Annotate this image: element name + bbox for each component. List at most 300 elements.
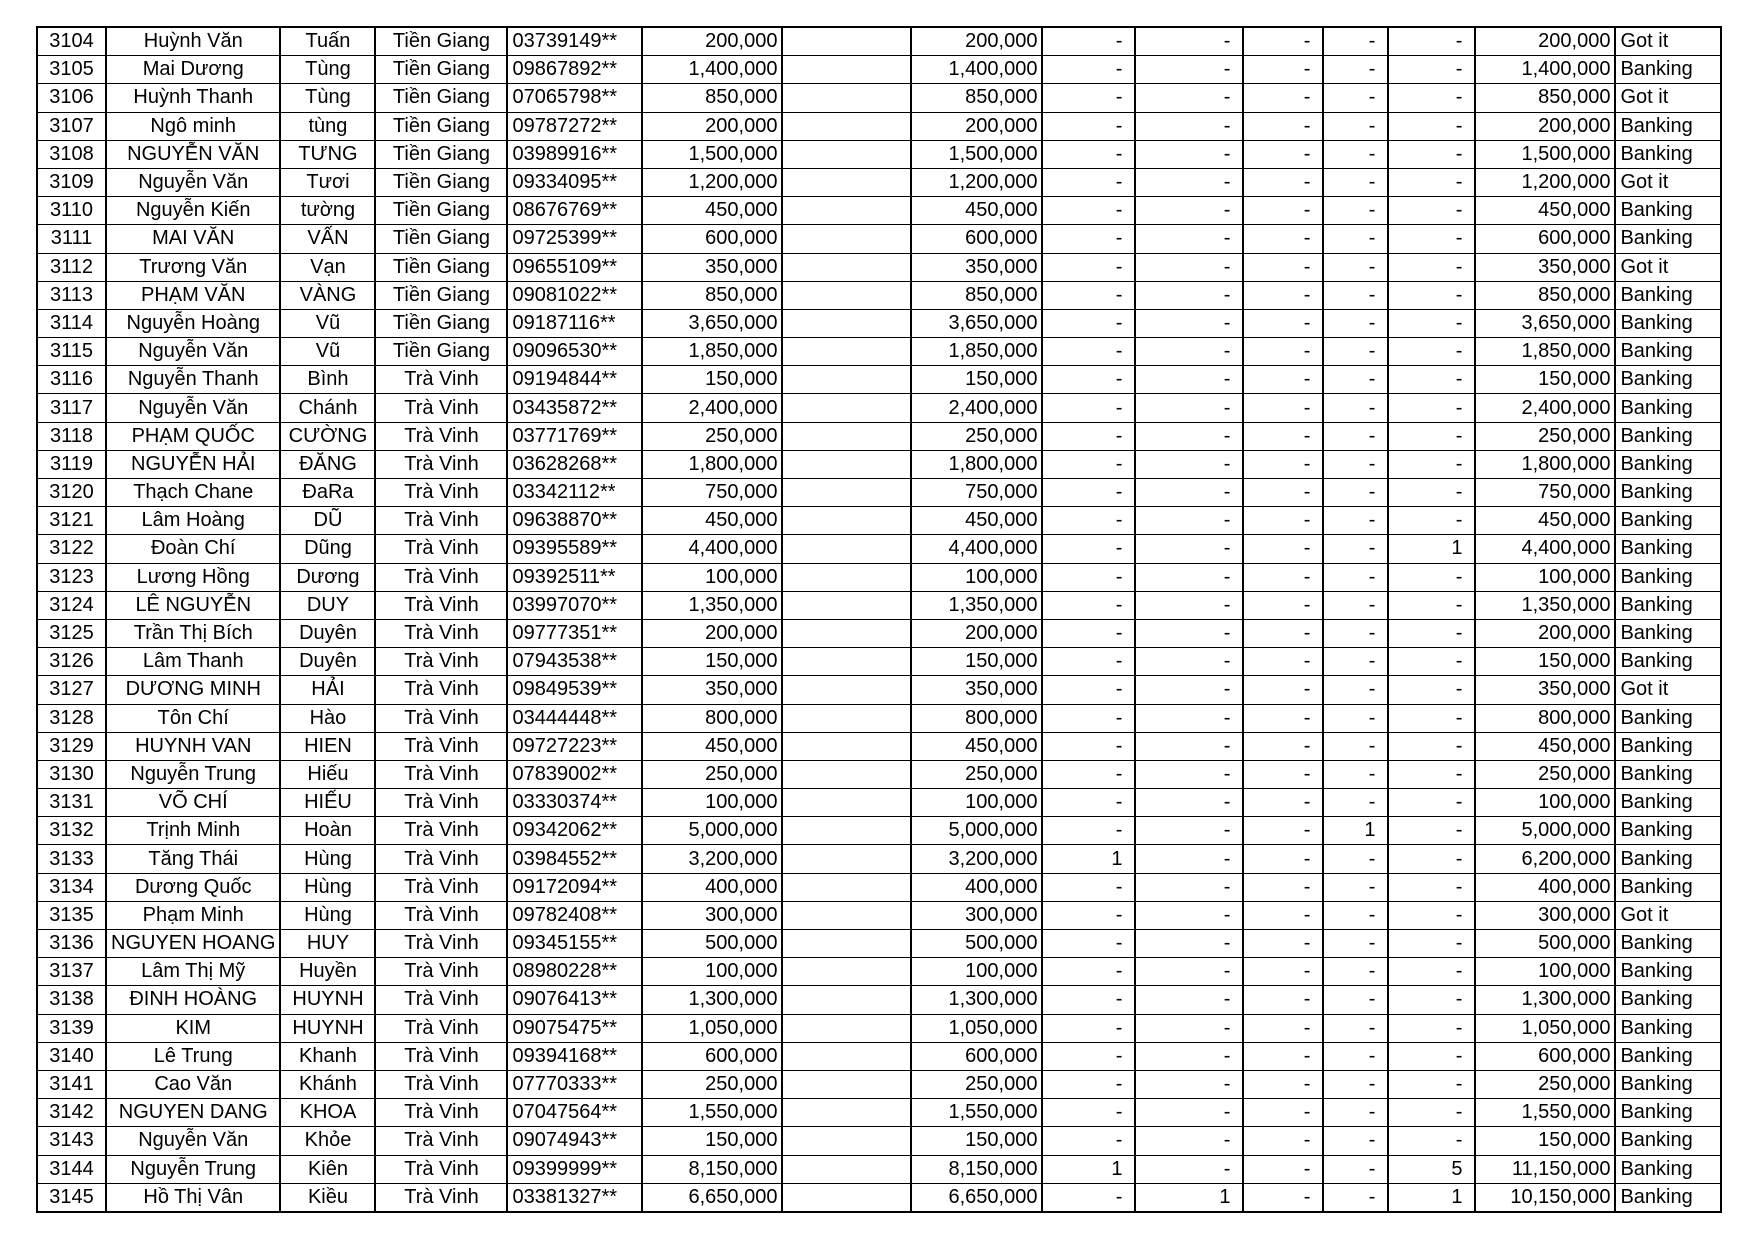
cell-flag-3: -: [1243, 732, 1323, 760]
cell-province: Trà Vinh: [375, 450, 507, 478]
cell-index: 3109: [37, 168, 106, 196]
cell-phone: 08980228**: [507, 958, 642, 986]
cell-amount-2: 1,200,000: [911, 168, 1042, 196]
cell-method: Banking: [1615, 817, 1721, 845]
cell-total: 450,000: [1475, 732, 1615, 760]
cell-total: 200,000: [1475, 619, 1615, 647]
cell-index: 3124: [37, 591, 106, 619]
cell-amount-2: 250,000: [911, 422, 1042, 450]
cell-flag-3: -: [1243, 1155, 1323, 1183]
cell-blank: [782, 84, 911, 112]
cell-surname: VÕ CHÍ: [106, 789, 280, 817]
cell-province: Trà Vinh: [375, 1155, 507, 1183]
cell-flag-4: -: [1323, 930, 1388, 958]
cell-blank: [782, 535, 911, 563]
cell-total: 3,650,000: [1475, 309, 1615, 337]
cell-province: Trà Vinh: [375, 1099, 507, 1127]
cell-flag-5: -: [1388, 507, 1475, 535]
table-row: [37, 958, 1721, 986]
cell-flag-3: -: [1243, 591, 1323, 619]
cell-flag-5: -: [1388, 676, 1475, 704]
cell-flag-2: -: [1135, 366, 1243, 394]
cell-flag-4: 1: [1323, 817, 1388, 845]
cell-total: 1,500,000: [1475, 140, 1615, 168]
cell-method: Banking: [1615, 507, 1721, 535]
cell-surname: NGUYEN HOANG: [106, 930, 280, 958]
cell-index: 3133: [37, 845, 106, 873]
cell-total: 250,000: [1475, 1070, 1615, 1098]
cell-province: Trà Vinh: [375, 563, 507, 591]
cell-index: 3121: [37, 507, 106, 535]
cell-flag-1: -: [1042, 140, 1135, 168]
table-row: [37, 27, 1721, 56]
cell-flag-5: -: [1388, 366, 1475, 394]
cell-phone: 03989916**: [507, 140, 642, 168]
cell-flag-4: -: [1323, 1127, 1388, 1155]
cell-flag-4: -: [1323, 535, 1388, 563]
cell-flag-2: -: [1135, 281, 1243, 309]
cell-total: 1,400,000: [1475, 56, 1615, 84]
cell-flag-1: -: [1042, 1099, 1135, 1127]
cell-blank: [782, 591, 911, 619]
cell-amount: 600,000: [642, 225, 782, 253]
cell-total: 450,000: [1475, 507, 1615, 535]
cell-flag-3: -: [1243, 760, 1323, 788]
cell-total: 850,000: [1475, 281, 1615, 309]
cell-given-name: Dương: [280, 563, 375, 591]
cell-flag-2: -: [1135, 479, 1243, 507]
cell-amount-2: 250,000: [911, 760, 1042, 788]
cell-amount-2: 6,650,000: [911, 1183, 1042, 1212]
cell-flag-3: -: [1243, 817, 1323, 845]
cell-blank: [782, 760, 911, 788]
cell-surname: Nguyễn Hoàng: [106, 309, 280, 337]
cell-amount: 100,000: [642, 958, 782, 986]
cell-flag-5: -: [1388, 479, 1475, 507]
cell-flag-1: -: [1042, 1042, 1135, 1070]
cell-flag-5: -: [1388, 1042, 1475, 1070]
cell-flag-1: -: [1042, 901, 1135, 929]
cell-total: 100,000: [1475, 789, 1615, 817]
cell-flag-2: -: [1135, 901, 1243, 929]
cell-province: Trà Vinh: [375, 648, 507, 676]
cell-flag-4: -: [1323, 873, 1388, 901]
cell-total: 150,000: [1475, 648, 1615, 676]
cell-total: 1,050,000: [1475, 1014, 1615, 1042]
table-row: [37, 309, 1721, 337]
cell-given-name: Vũ: [280, 309, 375, 337]
cell-blank: [782, 958, 911, 986]
cell-flag-5: -: [1388, 225, 1475, 253]
cell-phone: 09075475**: [507, 1014, 642, 1042]
cell-index: 3126: [37, 648, 106, 676]
cell-amount-2: 200,000: [911, 112, 1042, 140]
cell-index: 3117: [37, 394, 106, 422]
cell-method: Banking: [1615, 1183, 1721, 1212]
cell-total: 4,400,000: [1475, 535, 1615, 563]
cell-index: 3138: [37, 986, 106, 1014]
cell-province: Trà Vinh: [375, 422, 507, 450]
cell-surname: Thạch Chane: [106, 479, 280, 507]
cell-flag-1: -: [1042, 225, 1135, 253]
cell-blank: [782, 1183, 911, 1212]
cell-method: Banking: [1615, 1042, 1721, 1070]
cell-given-name: Hiếu: [280, 760, 375, 788]
cell-flag-1: -: [1042, 450, 1135, 478]
cell-flag-5: -: [1388, 789, 1475, 817]
cell-flag-4: -: [1323, 789, 1388, 817]
table-row: [37, 704, 1721, 732]
cell-amount-2: 1,300,000: [911, 986, 1042, 1014]
cell-given-name: Kiều: [280, 1183, 375, 1212]
cell-amount-2: 8,150,000: [911, 1155, 1042, 1183]
cell-flag-3: -: [1243, 394, 1323, 422]
cell-flag-3: -: [1243, 1014, 1323, 1042]
cell-amount: 1,550,000: [642, 1099, 782, 1127]
cell-amount-2: 250,000: [911, 1070, 1042, 1098]
cell-flag-1: -: [1042, 56, 1135, 84]
cell-phone: 09096530**: [507, 338, 642, 366]
cell-province: Trà Vinh: [375, 1014, 507, 1042]
cell-index: 3116: [37, 366, 106, 394]
cell-blank: [782, 394, 911, 422]
cell-flag-4: -: [1323, 225, 1388, 253]
cell-amount-2: 750,000: [911, 479, 1042, 507]
cell-province: Trà Vinh: [375, 986, 507, 1014]
cell-flag-5: -: [1388, 197, 1475, 225]
cell-surname: DƯƠNG MINH: [106, 676, 280, 704]
cell-index: 3115: [37, 338, 106, 366]
cell-amount: 4,400,000: [642, 535, 782, 563]
cell-flag-1: -: [1042, 619, 1135, 647]
cell-amount-2: 600,000: [911, 1042, 1042, 1070]
table-row: [37, 1155, 1721, 1183]
cell-given-name: HIEN: [280, 732, 375, 760]
cell-surname: Nguyễn Văn: [106, 1127, 280, 1155]
cell-method: Banking: [1615, 197, 1721, 225]
cell-phone: 09081022**: [507, 281, 642, 309]
cell-amount: 1,500,000: [642, 140, 782, 168]
cell-method: Banking: [1615, 1070, 1721, 1098]
cell-amount-2: 3,200,000: [911, 845, 1042, 873]
cell-given-name: ĐaRa: [280, 479, 375, 507]
cell-method: Banking: [1615, 845, 1721, 873]
cell-given-name: Tươi: [280, 168, 375, 196]
cell-blank: [782, 619, 911, 647]
cell-province: Trà Vinh: [375, 366, 507, 394]
cell-flag-5: -: [1388, 112, 1475, 140]
cell-surname: Dương Quốc: [106, 873, 280, 901]
cell-flag-2: -: [1135, 958, 1243, 986]
cell-amount-2: 100,000: [911, 958, 1042, 986]
cell-index: 3106: [37, 84, 106, 112]
cell-flag-2: -: [1135, 930, 1243, 958]
cell-province: Tiền Giang: [375, 338, 507, 366]
cell-surname: Tăng Thái: [106, 845, 280, 873]
cell-flag-3: -: [1243, 535, 1323, 563]
cell-amount: 1,350,000: [642, 591, 782, 619]
cell-flag-3: -: [1243, 1183, 1323, 1212]
cell-flag-5: -: [1388, 591, 1475, 619]
cell-amount: 850,000: [642, 281, 782, 309]
cell-blank: [782, 901, 911, 929]
cell-total: 450,000: [1475, 197, 1615, 225]
table-row: [37, 422, 1721, 450]
cell-amount: 350,000: [642, 253, 782, 281]
cell-flag-2: -: [1135, 1155, 1243, 1183]
cell-flag-2: -: [1135, 1014, 1243, 1042]
cell-flag-5: -: [1388, 56, 1475, 84]
cell-flag-2: -: [1135, 1099, 1243, 1127]
cell-given-name: Huyền: [280, 958, 375, 986]
cell-total: 100,000: [1475, 958, 1615, 986]
cell-flag-4: -: [1323, 563, 1388, 591]
cell-province: Trà Vinh: [375, 619, 507, 647]
cell-method: Banking: [1615, 563, 1721, 591]
cell-given-name: Duyên: [280, 619, 375, 647]
cell-blank: [782, 309, 911, 337]
table-row: [37, 901, 1721, 929]
cell-province: Trà Vinh: [375, 958, 507, 986]
cell-index: 3114: [37, 309, 106, 337]
cell-total: 300,000: [1475, 901, 1615, 929]
cell-province: Trà Vinh: [375, 930, 507, 958]
table-row: [37, 648, 1721, 676]
cell-flag-1: -: [1042, 1183, 1135, 1212]
cell-method: Banking: [1615, 873, 1721, 901]
cell-flag-3: -: [1243, 479, 1323, 507]
cell-index: 3125: [37, 619, 106, 647]
cell-given-name: CƯỜNG: [280, 422, 375, 450]
cell-given-name: Tuấn: [280, 27, 375, 56]
cell-given-name: DŨ: [280, 507, 375, 535]
cell-flag-5: 1: [1388, 1183, 1475, 1212]
cell-surname: NGUYỄN HẢI: [106, 450, 280, 478]
cell-flag-3: -: [1243, 309, 1323, 337]
cell-province: Trà Vinh: [375, 1127, 507, 1155]
cell-flag-4: -: [1323, 422, 1388, 450]
cell-flag-3: -: [1243, 450, 1323, 478]
cell-index: 3127: [37, 676, 106, 704]
cell-surname: Nguyễn Thanh: [106, 366, 280, 394]
cell-flag-5: -: [1388, 873, 1475, 901]
cell-index: 3144: [37, 1155, 106, 1183]
cell-flag-4: -: [1323, 591, 1388, 619]
cell-province: Trà Vinh: [375, 676, 507, 704]
cell-flag-2: 1: [1135, 1183, 1243, 1212]
table-row: [37, 197, 1721, 225]
cell-blank: [782, 1014, 911, 1042]
cell-blank: [782, 450, 911, 478]
cell-surname: KIM: [106, 1014, 280, 1042]
cell-flag-2: -: [1135, 619, 1243, 647]
cell-surname: Nguyễn Văn: [106, 168, 280, 196]
cell-flag-1: -: [1042, 197, 1135, 225]
cell-flag-5: -: [1388, 140, 1475, 168]
cell-amount-2: 800,000: [911, 704, 1042, 732]
cell-flag-1: -: [1042, 986, 1135, 1014]
cell-total: 2,400,000: [1475, 394, 1615, 422]
cell-amount: 350,000: [642, 676, 782, 704]
cell-given-name: HẢI: [280, 676, 375, 704]
cell-surname: NGUYEN DANG: [106, 1099, 280, 1127]
cell-flag-3: -: [1243, 225, 1323, 253]
cell-total: 250,000: [1475, 760, 1615, 788]
cell-surname: Phạm Minh: [106, 901, 280, 929]
cell-flag-3: -: [1243, 901, 1323, 929]
cell-amount: 450,000: [642, 197, 782, 225]
cell-surname: Lương Hồng: [106, 563, 280, 591]
cell-amount-2: 600,000: [911, 225, 1042, 253]
cell-flag-3: -: [1243, 619, 1323, 647]
cell-surname: Trịnh Minh: [106, 817, 280, 845]
cell-flag-1: -: [1042, 958, 1135, 986]
cell-given-name: HUY: [280, 930, 375, 958]
cell-given-name: HUYNH: [280, 1014, 375, 1042]
cell-amount-2: 300,000: [911, 901, 1042, 929]
cell-flag-2: -: [1135, 112, 1243, 140]
cell-province: Trà Vinh: [375, 704, 507, 732]
cell-total: 150,000: [1475, 1127, 1615, 1155]
cell-amount-2: 200,000: [911, 619, 1042, 647]
cell-method: Banking: [1615, 366, 1721, 394]
table-row: [37, 168, 1721, 196]
cell-flag-2: -: [1135, 873, 1243, 901]
cell-blank: [782, 986, 911, 1014]
cell-flag-3: -: [1243, 112, 1323, 140]
cell-flag-1: -: [1042, 591, 1135, 619]
cell-total: 850,000: [1475, 84, 1615, 112]
cell-method: Banking: [1615, 1155, 1721, 1183]
cell-amount-2: 850,000: [911, 84, 1042, 112]
cell-surname: NGUYỄN VĂN: [106, 140, 280, 168]
cell-flag-4: -: [1323, 450, 1388, 478]
cell-flag-4: -: [1323, 168, 1388, 196]
cell-surname: Huỳnh Thanh: [106, 84, 280, 112]
table-row: [37, 507, 1721, 535]
cell-phone: 07047564**: [507, 1099, 642, 1127]
cell-phone: 09725399**: [507, 225, 642, 253]
cell-flag-2: -: [1135, 168, 1243, 196]
cell-total: 1,800,000: [1475, 450, 1615, 478]
cell-amount: 1,850,000: [642, 338, 782, 366]
cell-flag-5: -: [1388, 986, 1475, 1014]
cell-amount-2: 1,850,000: [911, 338, 1042, 366]
cell-flag-3: -: [1243, 338, 1323, 366]
cell-flag-5: -: [1388, 1099, 1475, 1127]
cell-index: 3104: [37, 27, 106, 56]
cell-amount-2: 1,550,000: [911, 1099, 1042, 1127]
cell-flag-2: -: [1135, 760, 1243, 788]
cell-phone: 09334095**: [507, 168, 642, 196]
cell-province: Trà Vinh: [375, 873, 507, 901]
table-row: [37, 591, 1721, 619]
cell-flag-4: -: [1323, 760, 1388, 788]
cell-phone: 03984552**: [507, 845, 642, 873]
cell-blank: [782, 676, 911, 704]
cell-index: 3107: [37, 112, 106, 140]
cell-method: Banking: [1615, 56, 1721, 84]
cell-flag-2: -: [1135, 986, 1243, 1014]
cell-flag-3: -: [1243, 873, 1323, 901]
cell-given-name: Duyên: [280, 648, 375, 676]
cell-blank: [782, 422, 911, 450]
cell-given-name: Khanh: [280, 1042, 375, 1070]
cell-index: 3128: [37, 704, 106, 732]
cell-amount: 600,000: [642, 1042, 782, 1070]
cell-amount-2: 4,400,000: [911, 535, 1042, 563]
cell-surname: Đoàn Chí: [106, 535, 280, 563]
cell-phone: 09638870**: [507, 507, 642, 535]
cell-flag-5: -: [1388, 1070, 1475, 1098]
table-row: [37, 1014, 1721, 1042]
cell-blank: [782, 845, 911, 873]
cell-blank: [782, 704, 911, 732]
cell-total: 1,550,000: [1475, 1099, 1615, 1127]
cell-total: 10,150,000: [1475, 1183, 1615, 1212]
cell-phone: 09187116**: [507, 309, 642, 337]
cell-flag-3: -: [1243, 281, 1323, 309]
table-row: [37, 732, 1721, 760]
cell-surname: Hồ Thị Vân: [106, 1183, 280, 1212]
cell-flag-5: -: [1388, 253, 1475, 281]
cell-flag-4: -: [1323, 901, 1388, 929]
cell-index: 3122: [37, 535, 106, 563]
cell-phone: 09074943**: [507, 1127, 642, 1155]
cell-method: Banking: [1615, 704, 1721, 732]
cell-flag-5: -: [1388, 450, 1475, 478]
cell-phone: 07943538**: [507, 648, 642, 676]
cell-amount-2: 100,000: [911, 563, 1042, 591]
cell-blank: [782, 56, 911, 84]
cell-given-name: TƯNG: [280, 140, 375, 168]
cell-amount: 750,000: [642, 479, 782, 507]
table-row: [37, 817, 1721, 845]
cell-flag-2: -: [1135, 27, 1243, 56]
cell-given-name: ĐĂNG: [280, 450, 375, 478]
cell-index: 3119: [37, 450, 106, 478]
cell-flag-2: -: [1135, 789, 1243, 817]
cell-surname: Tôn Chí: [106, 704, 280, 732]
cell-amount: 1,200,000: [642, 168, 782, 196]
cell-amount: 250,000: [642, 422, 782, 450]
cell-flag-1: -: [1042, 168, 1135, 196]
cell-amount: 450,000: [642, 507, 782, 535]
cell-given-name: Kiên: [280, 1155, 375, 1183]
cell-amount: 5,000,000: [642, 817, 782, 845]
cell-flag-1: -: [1042, 84, 1135, 112]
table-row: [37, 56, 1721, 84]
cell-province: Trà Vinh: [375, 535, 507, 563]
cell-index: 3105: [37, 56, 106, 84]
table-row: [37, 789, 1721, 817]
cell-amount: 8,150,000: [642, 1155, 782, 1183]
cell-given-name: Hoàn: [280, 817, 375, 845]
cell-phone: 09727223**: [507, 732, 642, 760]
cell-flag-5: -: [1388, 930, 1475, 958]
cell-method: Banking: [1615, 619, 1721, 647]
cell-index: 3141: [37, 1070, 106, 1098]
cell-flag-5: 1: [1388, 535, 1475, 563]
cell-amount: 3,650,000: [642, 309, 782, 337]
cell-province: Tiền Giang: [375, 281, 507, 309]
cell-province: Tiền Giang: [375, 197, 507, 225]
table-row: [37, 986, 1721, 1014]
table-row: [37, 253, 1721, 281]
cell-amount-2: 450,000: [911, 197, 1042, 225]
cell-flag-1: -: [1042, 253, 1135, 281]
cell-flag-2: -: [1135, 648, 1243, 676]
